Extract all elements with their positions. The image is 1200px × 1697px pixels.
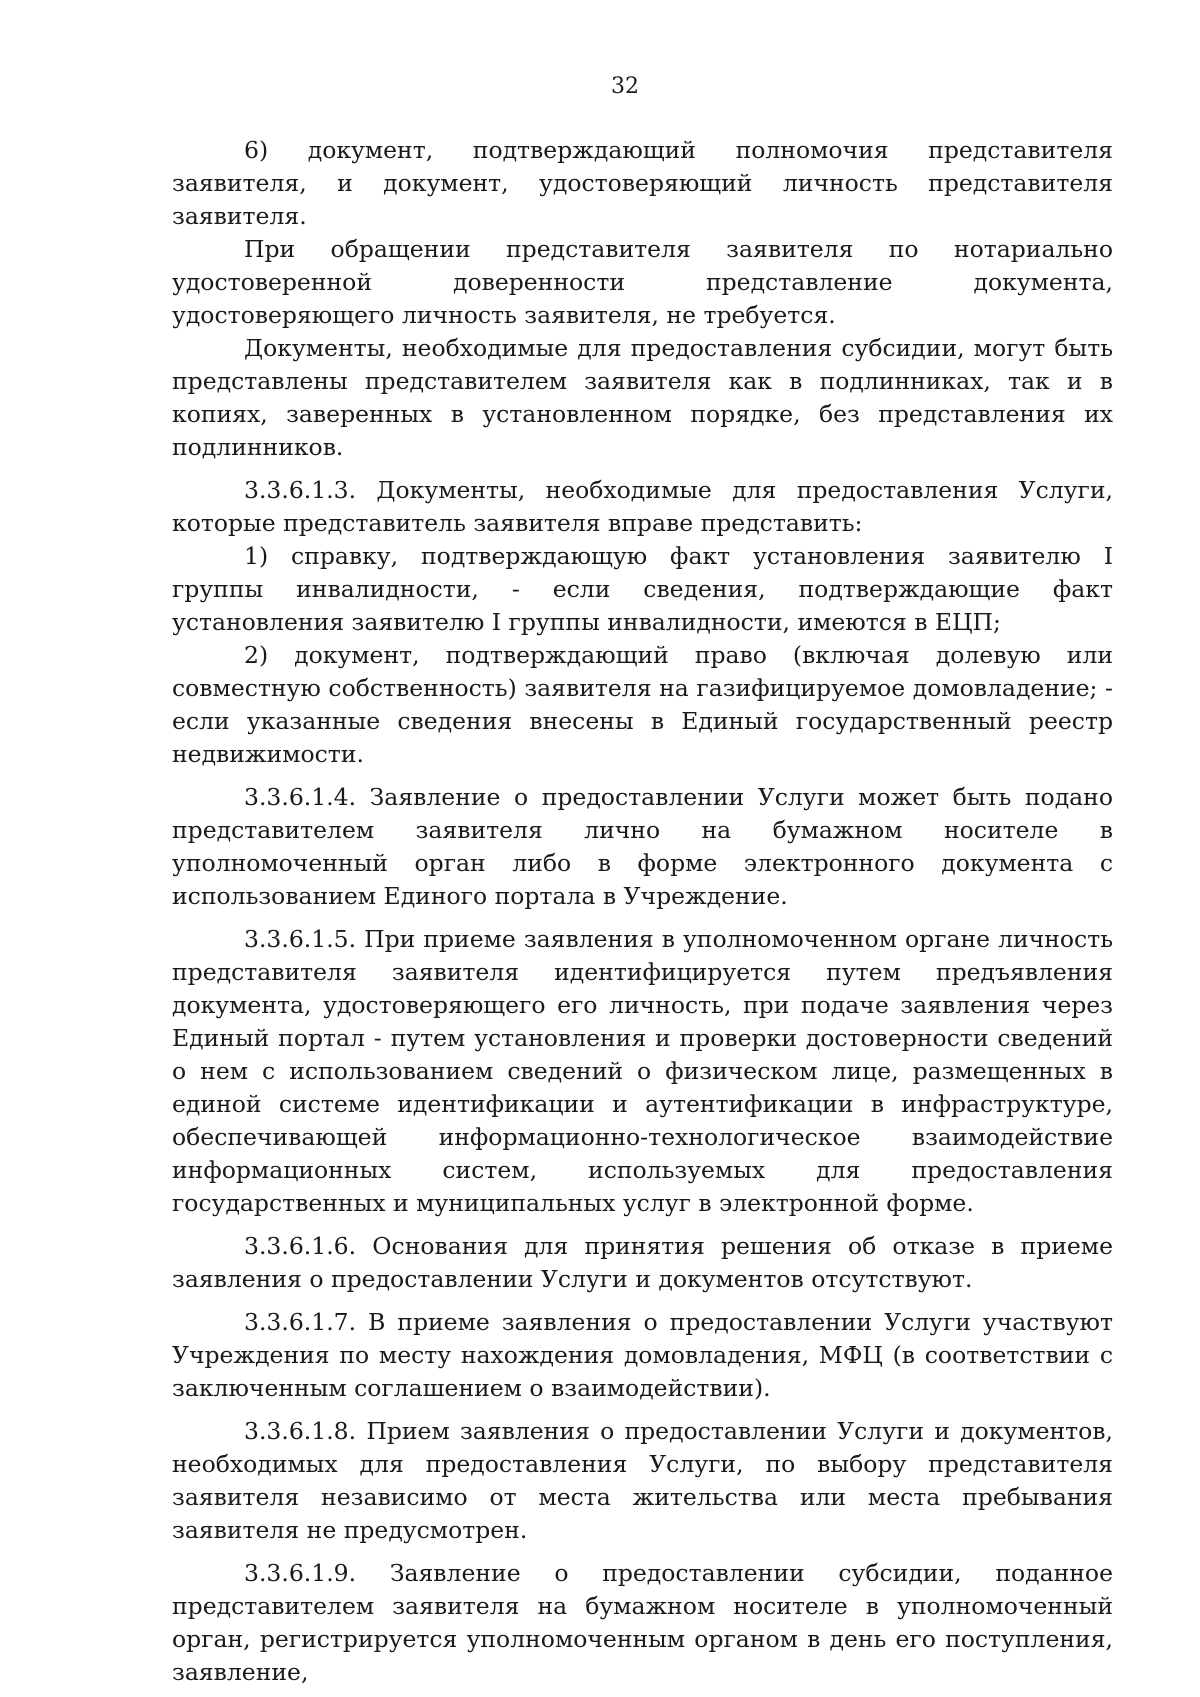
paragraph-item-6: 6) документ, подтверждающий полномочия представителя заявителя, и документ, удостоверяющий личность представителя заявителя. bbox=[172, 136, 1113, 230]
paragraph-item-2-ownership: 2) документ, подтверждающий право (включая долевую или совместную собственность) заявителя на газифицируемое домовладение; - если указанные сведения внесены в Единый государственный реестр недвижимости. bbox=[172, 641, 1113, 768]
paragraph-3-3-6-1-8: 3.3.6.1.8. Прием заявления о предоставлении Услуги и документов, необходимых для предоставления Услуги, по выбору представителя заявителя независимо от места жительства или места пребывания заявителя не предусмотрен. bbox=[172, 1417, 1113, 1544]
paragraph-3-3-6-1-6: 3.3.6.1.6. Основания для принятия решения об отказе в приеме заявления о предоставлении Услуги и документов отсутствуют. bbox=[172, 1232, 1113, 1293]
paragraph-item-1-disability: 1) справку, подтверждающую факт установления заявителю I группы инвалидности, - если сведения, подтверждающие факт установления заявителю I группы инвалидности, имеются в ЕЦП; bbox=[172, 542, 1113, 636]
paragraph-3-3-6-1-5: 3.3.6.1.5. При приеме заявления в уполномоченном органе личность представителя заявителя идентифицируется путем предъявления документа, удостоверяющего его личность, при подаче заявления через Единый портал - путем установления и проверки достоверности сведений о нем с использованием сведений о физическом лице, размещенных в единой системе идентификации и аутентификации в инфраструктуре, обеспечивающей информационно-технологическое взаимодействие информационных систем, используемых для предоставления государственных и муниципальных услуг в электронной форме. bbox=[172, 925, 1113, 1217]
paragraph-3-3-6-1-4: 3.3.6.1.4. Заявление о предоставлении Услуги может быть подано представителем заявителя лично на бумажном носителе в уполномоченный орган либо в форме электронного документа с использованием Единого портала в Учреждение. bbox=[172, 783, 1113, 910]
paragraph-3-3-6-1-3: 3.3.6.1.3. Документы, необходимые для предоставления Услуги, которые представитель заявителя вправе представить: bbox=[172, 476, 1113, 537]
paragraph-documents-copies: Документы, необходимые для предоставления субсидии, могут быть представлены представителем заявителя как в подлинниках, так и в копиях, заверенных в установленном порядке, без представления их подлинников. bbox=[172, 334, 1113, 461]
page-number: 32 bbox=[611, 74, 639, 99]
document-body bbox=[172, 134, 1113, 1689]
paragraph-3-3-6-1-7: 3.3.6.1.7. В приеме заявления о предоставлении Услуги участвуют Учреждения по месту нахождения домовладения, МФЦ (в соответствии с заключенным соглашением о взаимодействии). bbox=[172, 1308, 1113, 1402]
paragraph-3-3-6-1-9: 3.3.6.1.9. Заявление о предоставлении субсидии, поданное представителем заявителя на бумажном носителе в уполномоченный орган, регистрируется уполномоченным органом в день его поступления, заявление, bbox=[172, 1559, 1113, 1686]
paragraph-notary-representative: При обращении представителя заявителя по нотариально удостоверенной доверенности представление документа, удостоверяющего личность заявителя, не требуется. bbox=[172, 235, 1113, 329]
